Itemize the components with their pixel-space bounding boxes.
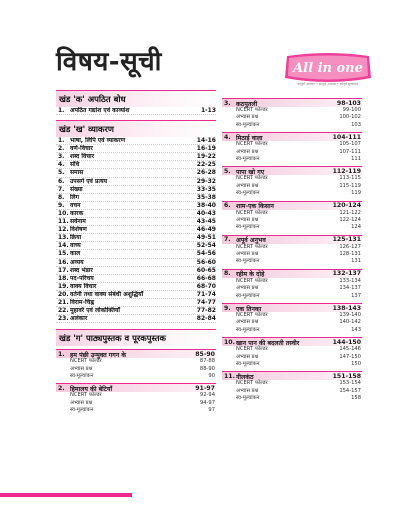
subitem-title: NCERT फोल्डर xyxy=(236,175,268,182)
section-c-list xyxy=(56,349,216,414)
subitem-pages: 99-100 xyxy=(342,107,361,113)
chapter-subitem[interactable] xyxy=(222,258,362,265)
chapter-pages: 120-124 xyxy=(332,202,361,210)
toc-number: 22. xyxy=(58,307,69,315)
toc-title: शब्द भंडार xyxy=(70,266,93,274)
toc-number: 19. xyxy=(58,282,69,290)
subitem-pages: 133-134 xyxy=(339,277,361,284)
toc-left-column xyxy=(56,88,216,418)
subitem-pages: 140-142 xyxy=(339,319,361,326)
chapter-subitem[interactable] xyxy=(222,149,362,156)
toc-row[interactable] xyxy=(56,315,216,323)
toc-title: संधि xyxy=(70,161,80,169)
toc-title: सर्वनाम xyxy=(70,218,86,226)
toc-pages: 40-43 xyxy=(196,209,216,217)
chapter-subitem[interactable] xyxy=(222,380,362,387)
toc-title: वर्तनी तथा वाक्य संबंधी अशुद्धियाँ xyxy=(70,290,144,298)
subitem-pages: 111 xyxy=(351,155,361,162)
toc-pages: 19-22 xyxy=(196,153,216,161)
subitem-title: अभ्यास प्रश्न xyxy=(236,319,259,326)
chapter-number: 9. xyxy=(224,304,231,312)
toc-number: 4. xyxy=(58,161,65,169)
chapter-subitem[interactable] xyxy=(222,114,362,121)
toc-row[interactable] xyxy=(56,194,216,202)
section-a-list xyxy=(56,107,216,115)
subitem-title: स्व-मूल्यांकन xyxy=(70,373,94,380)
chapter-pages: 151-158 xyxy=(332,372,361,380)
subitem-title: NCERT फोल्डर xyxy=(236,107,268,113)
subitem-title: स्व-मूल्यांकन xyxy=(236,326,260,333)
subitem-title: अभ्यास प्रश्न xyxy=(236,148,259,155)
chapter-subitem[interactable] xyxy=(56,373,216,380)
toc-number: 10. xyxy=(58,209,69,217)
subitem-pages: 153-154 xyxy=(339,380,361,387)
toc-pages: 82-84 xyxy=(196,315,216,323)
toc-title: समास xyxy=(70,169,84,177)
chapter-header[interactable] xyxy=(222,132,362,141)
toc-pages: 56-60 xyxy=(196,258,216,266)
toc-pages: 52-54 xyxy=(196,242,216,250)
section-a-label: खंड 'क' अपठित बोध xyxy=(59,93,126,104)
chapter-subitem[interactable] xyxy=(222,361,362,368)
toc-row[interactable] xyxy=(56,234,216,242)
toc-pages: 22-25 xyxy=(196,161,216,169)
chapter-subitem[interactable] xyxy=(222,122,362,129)
chapter-header[interactable] xyxy=(222,235,362,244)
chapter-subitem[interactable] xyxy=(222,285,362,292)
subitem-pages: 147-150 xyxy=(339,353,361,360)
chapter-block xyxy=(222,235,362,266)
toc-row[interactable] xyxy=(56,291,216,299)
toc-row[interactable] xyxy=(56,186,216,194)
toc-row[interactable] xyxy=(56,218,216,226)
subitem-pages: 139-140 xyxy=(339,312,361,319)
chapter-pages: 104-111 xyxy=(332,133,361,141)
chapter-title: नीलकंठ xyxy=(236,373,254,381)
subitem-pages: 119 xyxy=(351,190,361,197)
toc-pages: 38-40 xyxy=(196,201,216,209)
subitem-pages: 107-111 xyxy=(339,148,361,155)
toc-number: 14. xyxy=(58,242,69,250)
bottom-accent-bar xyxy=(0,493,132,497)
toc-title: अव्यय xyxy=(70,258,84,266)
section-b-header xyxy=(56,120,216,137)
subitem-title: अभ्यास प्रश्न xyxy=(236,251,259,258)
chapter-header[interactable] xyxy=(222,201,362,210)
logo-wordmark: All in one xyxy=(293,61,363,76)
subitem-pages: 103 xyxy=(351,121,361,128)
chapter-title: कठपुतली xyxy=(236,100,258,108)
chapter-subitem[interactable] xyxy=(222,278,362,285)
toc-row[interactable] xyxy=(56,267,216,275)
subitem-title: अभ्यास प्रश्न xyxy=(236,285,259,292)
toc-number: 9. xyxy=(58,201,65,209)
chapter-title: हिमालय की बेटियाँ xyxy=(70,385,113,393)
toc-title: क्रिया xyxy=(70,234,82,242)
toc-row[interactable] xyxy=(56,145,216,153)
subitem-pages: 145-146 xyxy=(339,346,361,353)
subitem-title: स्व-मूल्यांकन xyxy=(236,258,260,265)
toc-pages: 46-49 xyxy=(196,226,216,234)
subitem-title: अभ्यास प्रश्न xyxy=(70,365,93,372)
toc-title: कारक xyxy=(70,209,84,217)
toc-pages: 74-77 xyxy=(196,298,216,306)
toc-number: 1. xyxy=(58,137,65,145)
toc-title: विराम-चिह्न xyxy=(70,298,95,306)
subitem-pages: 134-137 xyxy=(339,285,361,292)
toc-number: 21. xyxy=(58,298,69,306)
subitem-pages: 122-124 xyxy=(339,216,361,223)
subitem-pages: 115-119 xyxy=(339,182,361,189)
toc-pages: 49-51 xyxy=(196,234,216,242)
toc-pages: 14-16 xyxy=(196,137,216,145)
chapter-subitem[interactable] xyxy=(56,407,216,414)
chapter-number: 4. xyxy=(224,133,231,141)
toc-number: 3. xyxy=(58,153,65,161)
chapter-title: अपूर्व अनुभव xyxy=(236,237,266,245)
chapter-block xyxy=(222,371,362,402)
chapter-title: रहीम के दोहे xyxy=(236,271,265,279)
subitem-pages: 92-94 xyxy=(199,392,215,399)
toc-pages: 54-56 xyxy=(196,250,216,258)
subitem-title: NCERT फोल्डर xyxy=(236,209,268,216)
toc-title: संख्या xyxy=(70,185,83,193)
toc-pages: 35-38 xyxy=(196,193,216,201)
subitem-pages: 128-131 xyxy=(339,251,361,258)
chapter-title: एक तिनका xyxy=(236,305,262,313)
chapter-subitem[interactable] xyxy=(222,327,362,334)
subitem-title: स्व-मूल्यांकन xyxy=(236,190,260,197)
toc-row[interactable] xyxy=(56,250,216,258)
subitem-title: NCERT फोल्डर xyxy=(70,358,102,365)
subitem-title: अभ्यास प्रश्न xyxy=(236,114,259,121)
toc-pages: 66-68 xyxy=(196,274,216,282)
toc-title: मुहावरे एवं लोकोक्तियाँ xyxy=(70,307,120,315)
chapter-subitem[interactable] xyxy=(222,244,362,251)
subitem-title: स्व-मूल्यांकन xyxy=(236,395,260,402)
chapter-header[interactable] xyxy=(56,349,216,358)
toc-row[interactable] xyxy=(56,210,216,218)
chapter-number: 2. xyxy=(58,384,65,392)
subitem-title: अभ्यास प्रश्न xyxy=(236,216,259,223)
toc-number: 7. xyxy=(58,185,65,193)
toc-row[interactable] xyxy=(56,226,216,234)
toc-number: 1. xyxy=(58,107,65,114)
chapter-number: 11. xyxy=(224,372,235,380)
chapter-subitem[interactable] xyxy=(56,366,216,373)
chapter-block xyxy=(56,383,216,414)
toc-title: अपठित गद्यांश एवं काव्यांश xyxy=(70,107,130,114)
toc-title: लिंग xyxy=(70,193,80,201)
toc-row[interactable] xyxy=(56,275,216,283)
toc-title: अलंकार xyxy=(70,315,88,323)
chapter-subitem[interactable] xyxy=(222,346,362,353)
toc-right-column xyxy=(222,98,362,406)
subitem-pages: 97 xyxy=(208,407,215,414)
toc-row[interactable] xyxy=(56,299,216,307)
page-title: विषय-सूची xyxy=(56,47,162,77)
toc-title: वर्ण-विचार xyxy=(70,145,93,153)
subitem-pages: 124 xyxy=(351,224,361,231)
subitem-title: अभ्यास प्रश्न xyxy=(70,399,93,406)
toc-row[interactable] xyxy=(56,161,216,169)
toc-title: वाक्य विचार xyxy=(70,282,97,290)
subitem-title: स्व-मूल्यांकन xyxy=(70,407,94,414)
chapter-pages: 144-150 xyxy=(332,338,361,346)
toc-number: 20. xyxy=(58,290,69,298)
brand-logo xyxy=(281,52,375,90)
toc-number: 11. xyxy=(58,218,69,226)
subitem-pages: 158 xyxy=(351,395,361,402)
toc-row[interactable] xyxy=(56,169,216,177)
toc-number: 16. xyxy=(58,258,69,266)
chapter-subitem[interactable] xyxy=(222,224,362,231)
toc-row[interactable] xyxy=(56,153,216,161)
subitem-pages: 105-107 xyxy=(339,141,361,148)
toc-pages: 29-32 xyxy=(196,177,216,185)
chapter-subitem[interactable] xyxy=(222,354,362,361)
chapter-number: 5. xyxy=(224,167,231,175)
chapter-block xyxy=(222,303,362,334)
subitem-title: स्व-मूल्यांकन xyxy=(236,292,260,299)
toc-pages: 16-19 xyxy=(196,145,216,153)
section-c-label: खंड 'ग' पाठ्यपुस्तक व पूरकपुस्तक xyxy=(59,332,166,343)
section-b-list xyxy=(56,137,216,323)
chapter-block xyxy=(222,98,362,129)
subitem-pages: 137 xyxy=(351,292,361,299)
subitem-title: NCERT फोल्डर xyxy=(236,141,268,148)
chapter-title: खान पान की बदलती तस्वीर xyxy=(236,339,300,347)
chapter-block xyxy=(222,337,362,368)
toc-number: 13. xyxy=(58,234,69,242)
toc-title: शब्द विचार xyxy=(70,153,95,161)
subitem-pages: 94-97 xyxy=(199,399,215,406)
toc-title: भाषा, लिपि एवं व्याकरण xyxy=(70,137,126,145)
subitem-pages: 143 xyxy=(351,326,361,333)
chapter-subitem[interactable] xyxy=(56,358,216,365)
toc-number: 6. xyxy=(58,177,65,185)
chapter-subitem[interactable] xyxy=(222,312,362,319)
toc-number: 18. xyxy=(58,274,69,282)
subitem-title: अभ्यास प्रश्न xyxy=(236,353,259,360)
subitem-pages: 121-122 xyxy=(339,209,361,216)
toc-pages: 77-82 xyxy=(196,307,216,315)
toc-title: विशेषण xyxy=(70,226,87,234)
subitem-title: अभ्यास प्रश्न xyxy=(236,182,259,189)
subitem-title: स्व-मूल्यांकन xyxy=(236,121,260,128)
section-a-header xyxy=(56,90,216,107)
toc-row[interactable] xyxy=(56,307,216,315)
chapter-number: 3. xyxy=(224,99,231,107)
chapter-pages: 112-119 xyxy=(332,167,361,175)
chapter-title: शाम-एक किसान xyxy=(236,203,274,211)
toc-title: काल xyxy=(70,250,81,258)
toc-row[interactable] xyxy=(56,242,216,250)
toc-pages: 1-13 xyxy=(200,107,216,114)
chapter-subitem[interactable] xyxy=(222,107,362,114)
chapter-header[interactable] xyxy=(222,166,362,175)
chapter-number: 10. xyxy=(224,338,235,346)
subitem-pages: 113-115 xyxy=(339,175,361,182)
subitem-title: NCERT फोल्डर xyxy=(236,380,268,387)
toc-title: वाच्य xyxy=(70,242,81,250)
chapter-header[interactable] xyxy=(222,98,362,107)
chapter-block xyxy=(222,166,362,197)
toc-number: 12. xyxy=(58,226,69,234)
subitem-title: NCERT फोल्डर xyxy=(236,346,268,353)
toc-row[interactable] xyxy=(56,283,216,291)
toc-pages: 71-74 xyxy=(196,290,216,298)
toc-number: 2. xyxy=(58,145,65,153)
chapter-pages: 91-97 xyxy=(195,384,215,392)
chapter-pages: 85-90 xyxy=(195,350,215,358)
chapter-number: 8. xyxy=(224,270,231,278)
chapter-title: पापा खो गए xyxy=(236,168,265,176)
toc-row[interactable] xyxy=(56,259,216,267)
chapter-header[interactable] xyxy=(222,337,362,346)
toc-row[interactable] xyxy=(56,137,216,145)
chapter-number: 6. xyxy=(224,202,231,210)
chapter-subitem[interactable] xyxy=(222,395,362,402)
chapter-subitem[interactable] xyxy=(222,156,362,163)
subitem-title: NCERT फोल्डर xyxy=(236,277,268,284)
toc-number: 23. xyxy=(58,315,69,323)
toc-pages: 43-45 xyxy=(196,218,216,226)
toc-number: 8. xyxy=(58,193,65,201)
chapter-subitem[interactable] xyxy=(222,319,362,326)
subitem-title: स्व-मूल्यांकन xyxy=(236,224,260,231)
subitem-pages: 150 xyxy=(351,360,361,367)
subitem-title: स्व-मूल्यांकन xyxy=(236,155,260,162)
chapter-subitem[interactable] xyxy=(222,210,362,217)
subitem-pages: 131 xyxy=(351,258,361,265)
chapter-pages: 132-137 xyxy=(332,270,361,278)
section-b-label: खंड 'ख' व्याकरण xyxy=(59,123,114,134)
chapter-pages: 125-131 xyxy=(332,236,361,244)
chapter-block xyxy=(222,132,362,163)
subitem-title: NCERT फोल्डर xyxy=(236,312,268,319)
chapter-subitem[interactable] xyxy=(56,392,216,399)
chapter-block xyxy=(222,201,362,232)
logo-tagline: सम्पूर्ण अध्ययन • सम्पूर्ण अभ्यास • सम्पूर्ण मूल्यांकन xyxy=(297,82,359,86)
chapter-subitem[interactable] xyxy=(222,190,362,197)
toc-row[interactable] xyxy=(56,178,216,186)
subitem-title: NCERT फोल्डर xyxy=(236,243,268,250)
chapter-header[interactable] xyxy=(222,303,362,312)
chapter-subitem[interactable] xyxy=(222,293,362,300)
subitem-pages: 90 xyxy=(208,373,215,380)
chapter-block xyxy=(222,269,362,300)
chapter-title: हम पंछी उन्मुक्त गगन के xyxy=(70,351,127,359)
toc-title: पद-परिचय xyxy=(70,274,94,282)
toc-title: उपसर्ग एवं प्रत्यय xyxy=(70,177,108,185)
toc-row[interactable] xyxy=(56,107,216,115)
chapter-title: मिठाई वाला xyxy=(236,134,263,142)
chapter-pages: 98-103 xyxy=(336,99,361,107)
subitem-pages: 88-90 xyxy=(199,365,215,372)
toc-number: 17. xyxy=(58,266,69,274)
chapter-block xyxy=(56,349,216,380)
toc-row[interactable] xyxy=(56,202,216,210)
chapter-number: 1. xyxy=(58,350,65,358)
subitem-pages: 87-88 xyxy=(199,358,215,365)
toc-number: 15. xyxy=(58,250,69,258)
subitem-pages: 100-102 xyxy=(339,114,361,121)
subitem-title: अभ्यास प्रश्न xyxy=(236,387,259,394)
toc-title: वचन xyxy=(70,201,81,209)
toc-pages: 60-65 xyxy=(196,266,216,274)
subitem-title: स्व-मूल्यांकन xyxy=(236,360,260,367)
chapter-number: 7. xyxy=(224,236,231,244)
toc-pages: 68-70 xyxy=(196,282,216,290)
toc-pages: 26-28 xyxy=(196,169,216,177)
subitem-title: NCERT फोल्डर xyxy=(70,392,102,399)
chapter-subitem[interactable] xyxy=(222,175,362,182)
subitem-pages: 126-127 xyxy=(339,243,361,250)
toc-number: 5. xyxy=(58,169,65,177)
toc-pages: 33-35 xyxy=(196,185,216,193)
subitem-pages: 154-157 xyxy=(339,387,361,394)
section-c-header xyxy=(56,329,216,346)
chapter-subitem[interactable] xyxy=(222,141,362,148)
chapter-pages: 138-143 xyxy=(332,304,361,312)
chapter-header[interactable] xyxy=(222,269,362,278)
